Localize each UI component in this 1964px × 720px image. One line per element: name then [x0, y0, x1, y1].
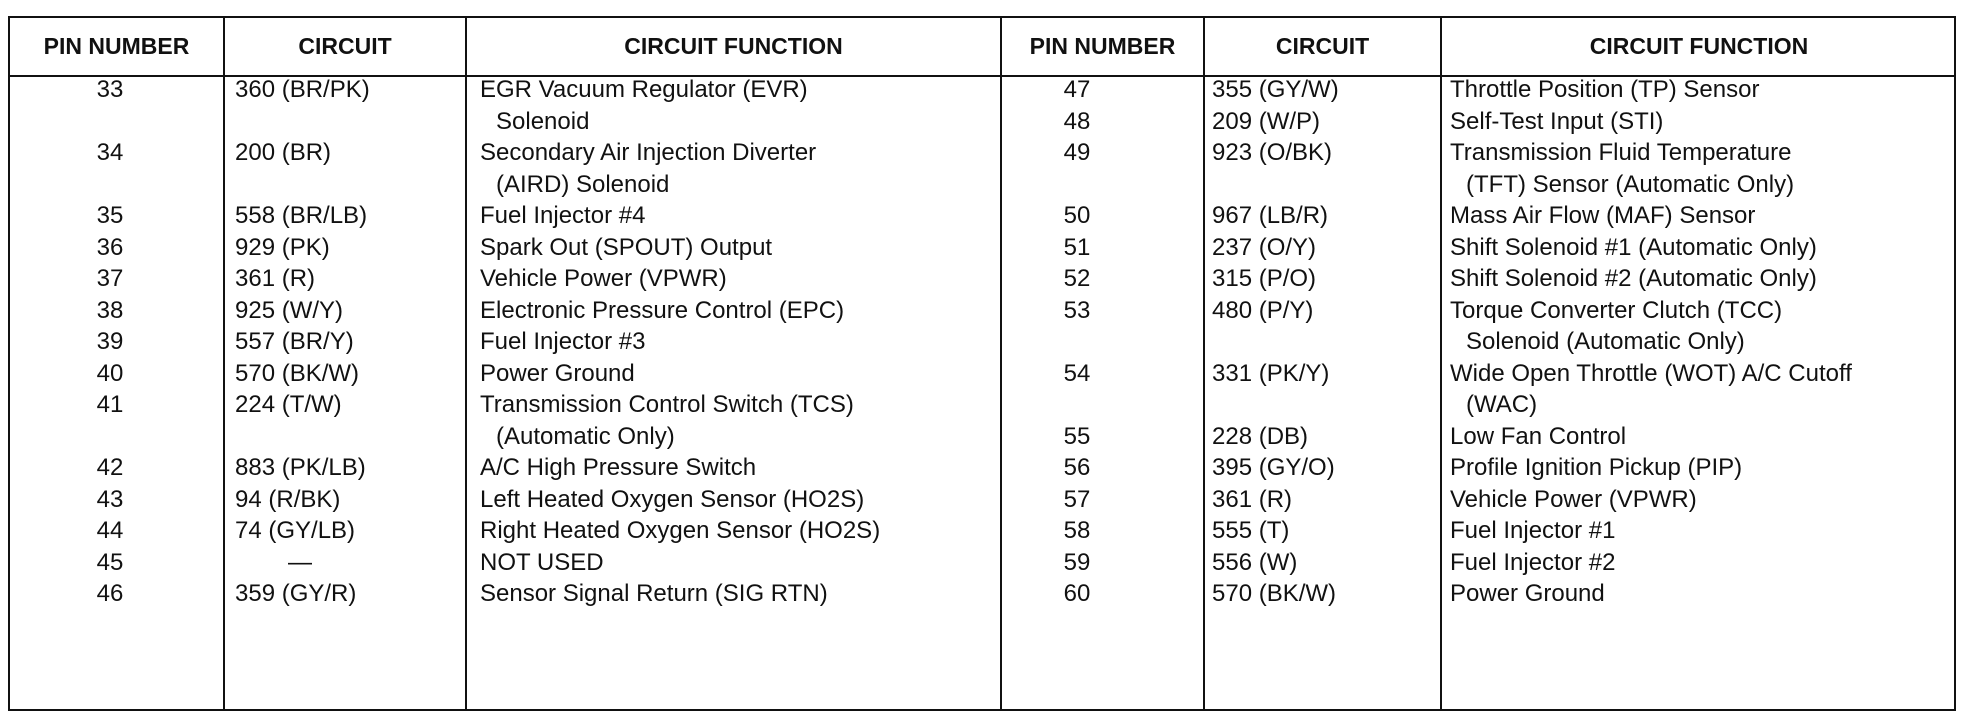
circuit-function-continued: Solenoid [496, 107, 590, 135]
pin-number: 45 [96, 548, 124, 576]
circuit-code: 200 (BR) [235, 139, 332, 166]
pin-number: 34 [96, 139, 124, 166]
pin-number: 48 [1063, 107, 1091, 135]
circuit-function: Secondary Air Injection Diverter [480, 139, 817, 166]
pin-number: 59 [1063, 548, 1091, 576]
circuit-code: 209 (W/P) [1212, 107, 1321, 135]
pin-number: 33 [96, 76, 124, 103]
circuit-code: 570 (BK/W) [235, 359, 360, 387]
circuit-function: Mass Air Flow (MAF) Sensor [1450, 202, 1756, 229]
circuit-function: Vehicle Power (VPWR) [480, 265, 727, 292]
circuit-code: 556 (W) [1212, 548, 1298, 576]
circuit-function-continued: (AIRD) Solenoid [496, 170, 670, 198]
column-divider [1203, 18, 1205, 709]
circuit-function: Torque Converter Clutch (TCC) [1450, 296, 1783, 324]
pin-number: 37 [96, 265, 124, 292]
circuit-code: 224 (T/W) [235, 391, 342, 418]
pin-number: 58 [1063, 517, 1091, 544]
circuit-function: Right Heated Oxygen Sensor (HO2S) [480, 517, 881, 544]
pin-number: 49 [1063, 139, 1091, 166]
circuit-function: NOT USED [480, 548, 604, 576]
pin-number: 39 [96, 328, 124, 355]
circuit-function: A/C High Pressure Switch [480, 454, 757, 481]
pin-number: 57 [1063, 485, 1091, 513]
circuit-function: Power Ground [1450, 580, 1605, 607]
circuit-function: Sensor Signal Return (SIG RTN) [480, 580, 828, 607]
circuit-code: 94 (R/BK) [235, 485, 341, 513]
circuit-code: 315 (P/O) [1212, 265, 1317, 292]
circuit-code: 929 (PK) [235, 233, 330, 261]
pin-number: 60 [1063, 580, 1091, 607]
pin-number: 51 [1063, 233, 1091, 261]
circuit-code: 361 (R) [1212, 485, 1293, 513]
pin-number: 36 [96, 233, 124, 261]
circuit-code: 228 (DB) [1212, 422, 1309, 450]
circuit-code: 74 (GY/LB) [235, 517, 356, 544]
circuit-function: Low Fan Control [1450, 422, 1627, 450]
column-divider [1440, 18, 1442, 709]
pin-number: 44 [96, 517, 124, 544]
circuit-function: Spark Out (SPOUT) Output [480, 233, 773, 261]
circuit-code: 361 (R) [235, 265, 316, 292]
circuit-code: 395 (GY/O) [1212, 454, 1335, 481]
circuit-code: 925 (W/Y) [235, 296, 344, 324]
circuit-function-continued: Solenoid (Automatic Only) [1466, 328, 1745, 355]
circuit-function: Fuel Injector #2 [1450, 548, 1616, 576]
pin-table [8, 16, 1956, 711]
header-circuit-left: CIRCUIT [298, 33, 392, 59]
circuit-code: 480 (P/Y) [1212, 296, 1314, 324]
circuit-code: 923 (O/BK) [1212, 139, 1333, 166]
column-divider [465, 18, 467, 709]
pin-number: 38 [96, 296, 124, 324]
column-divider [223, 18, 225, 709]
header-pin-number-left: PIN NUMBER [43, 33, 190, 59]
circuit-function: Power Ground [480, 359, 635, 387]
pin-number: 54 [1063, 359, 1091, 387]
circuit-function: Profile Ignition Pickup (PIP) [1450, 454, 1743, 481]
pin-number: 50 [1063, 202, 1091, 229]
circuit-code: 570 (BK/W) [1212, 580, 1337, 607]
circuit-function: Transmission Fluid Temperature [1450, 139, 1792, 166]
header-pin-number-right: PIN NUMBER [1029, 33, 1176, 59]
circuit-code: 967 (LB/R) [1212, 202, 1329, 229]
circuit-code: — [288, 548, 312, 576]
pin-number: 46 [96, 580, 124, 607]
circuit-function: Fuel Injector #3 [480, 328, 646, 355]
circuit-function: Fuel Injector #1 [1450, 517, 1616, 544]
circuit-code: 558 (BR/LB) [235, 202, 368, 229]
circuit-function: Throttle Position (TP) Sensor [1450, 76, 1760, 103]
circuit-code: 557 (BR/Y) [235, 328, 354, 355]
circuit-code: 355 (GY/W) [1212, 76, 1339, 103]
pin-number: 53 [1063, 296, 1091, 324]
pin-number: 55 [1063, 422, 1091, 450]
pin-number: 35 [96, 202, 124, 229]
circuit-function: Shift Solenoid #1 (Automatic Only) [1450, 233, 1817, 261]
pin-number: 42 [96, 454, 124, 481]
circuit-function-continued: (TFT) Sensor (Automatic Only) [1466, 170, 1795, 198]
circuit-function: Electronic Pressure Control (EPC) [480, 296, 845, 324]
circuit-function: Vehicle Power (VPWR) [1450, 485, 1697, 513]
pin-number: 43 [96, 485, 124, 513]
circuit-function: Shift Solenoid #2 (Automatic Only) [1450, 265, 1817, 292]
circuit-function: Wide Open Throttle (WOT) A/C Cutoff [1450, 359, 1852, 387]
header-circuit-function-left: CIRCUIT FUNCTION [624, 33, 843, 59]
circuit-code: 360 (BR/PK) [235, 76, 370, 103]
circuit-code: 237 (O/Y) [1212, 233, 1317, 261]
pin-number: 41 [96, 391, 124, 418]
pin-number: 56 [1063, 454, 1091, 481]
circuit-function: Left Heated Oxygen Sensor (HO2S) [480, 485, 865, 513]
circuit-function: Fuel Injector #4 [480, 202, 646, 229]
header-circuit-function-right: CIRCUIT FUNCTION [1589, 33, 1809, 59]
circuit-function: Self-Test Input (STI) [1450, 107, 1664, 135]
circuit-code: 883 (PK/LB) [235, 454, 366, 481]
pin-number: 47 [1063, 76, 1091, 103]
pin-number: 52 [1063, 265, 1091, 292]
circuit-function: EGR Vacuum Regulator (EVR) [480, 76, 808, 103]
circuit-code: 555 (T) [1212, 517, 1290, 544]
circuit-function-continued: (Automatic Only) [496, 422, 675, 450]
circuit-code: 331 (PK/Y) [1212, 359, 1330, 387]
circuit-function-continued: (WAC) [1466, 391, 1538, 418]
header-circuit-right: CIRCUIT [1275, 33, 1370, 59]
pin-number: 40 [96, 359, 124, 387]
circuit-function: Transmission Control Switch (TCS) [480, 391, 854, 418]
circuit-code: 359 (GY/R) [235, 580, 357, 607]
